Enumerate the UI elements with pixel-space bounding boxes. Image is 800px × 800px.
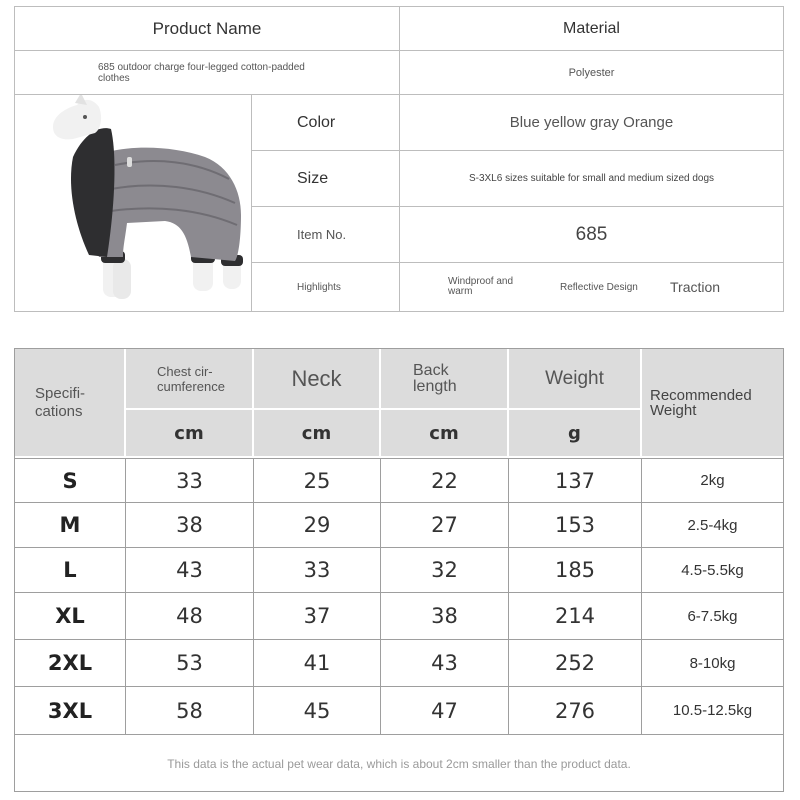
size-value: S-3XL6 sizes suitable for small and medium sized dogs — [400, 151, 783, 207]
color-label: Color — [251, 95, 400, 151]
table-row — [15, 592, 783, 639]
back-length-cell: 22 — [381, 459, 509, 502]
table-row — [15, 639, 783, 686]
back-length-cell: 32 — [381, 548, 509, 592]
header-recommended-weight: Recommended Weight — [642, 349, 783, 458]
table-row — [15, 502, 783, 547]
unit-chest: cm — [126, 410, 254, 458]
size-label: Size — [251, 151, 400, 207]
neck-cell: 29 — [254, 503, 381, 547]
product-info-table — [14, 6, 784, 312]
size-cell: XL — [15, 593, 126, 639]
unit-back-length: cm — [381, 410, 509, 458]
item-no-value: 685 — [400, 207, 783, 263]
material-header: Material — [400, 7, 783, 51]
neck-cell: 33 — [254, 548, 381, 592]
table-row — [15, 547, 783, 592]
chest-cell: 58 — [126, 687, 254, 734]
size-cell: S — [15, 459, 126, 502]
table-row — [15, 686, 783, 734]
back-length-cell: 47 — [381, 687, 509, 734]
header-neck: Neck — [254, 349, 381, 410]
recommended-weight-cell: 6-7.5kg — [687, 607, 738, 625]
recommended-weight-cell: 4.5-5.5kg — [681, 561, 744, 579]
header-weight: Weight — [509, 349, 642, 410]
weight-cell: 276 — [509, 687, 642, 734]
neck-cell: 25 — [254, 459, 381, 502]
neck-cell: 45 — [254, 687, 381, 734]
highlights-value — [400, 263, 783, 312]
back-length-cell: 27 — [381, 503, 509, 547]
size-chart-table — [14, 348, 784, 792]
chest-cell: 33 — [126, 459, 254, 502]
highlight-windproof: Windproof and warm — [448, 276, 514, 297]
weight-cell: 185 — [509, 548, 642, 592]
recommended-weight-cell: 2kg — [700, 472, 725, 489]
recommended-weight-cell: 10.5-12.5kg — [672, 702, 753, 719]
size-cell: 3XL — [15, 687, 126, 734]
size-cell: 2XL — [15, 640, 126, 686]
unit-neck: cm — [254, 410, 381, 458]
highlight-reflective: Reflective Design — [560, 282, 638, 293]
neck-cell: 37 — [254, 593, 381, 639]
footnote: This data is the actual pet wear data, which is about 2cm smaller than the product data. — [15, 734, 783, 792]
weight-cell: 214 — [509, 593, 642, 639]
product-photo — [15, 95, 252, 312]
material-value: Polyester — [400, 51, 783, 95]
unit-weight: g — [509, 410, 642, 458]
chest-cell: 43 — [126, 548, 254, 592]
size-cell: L — [15, 548, 126, 592]
weight-cell: 153 — [509, 503, 642, 547]
neck-cell: 41 — [254, 640, 381, 686]
weight-cell: 137 — [509, 459, 642, 502]
item-no-label: Item No. — [251, 207, 400, 263]
recommended-weight-cell: 8-10kg — [689, 654, 736, 672]
product-name-value: 685 outdoor charge four-legged cotton-padded clothes — [15, 51, 400, 95]
highlights-label: Highlights — [251, 263, 400, 312]
header-chest: Chest cir-cumference — [126, 349, 254, 410]
weight-cell: 252 — [509, 640, 642, 686]
back-length-cell: 38 — [381, 593, 509, 639]
header-back-length: Back length — [381, 349, 509, 410]
back-length-cell: 43 — [381, 640, 509, 686]
chest-cell: 48 — [126, 593, 254, 639]
size-cell: M — [15, 503, 126, 547]
highlight-traction: Traction — [670, 279, 721, 295]
chest-cell: 38 — [126, 503, 254, 547]
recommended-weight-cell: 2.5-4kg — [687, 516, 738, 534]
dog-coat-illustration — [15, 95, 251, 312]
color-value: Blue yellow gray Orange — [400, 95, 783, 151]
header-specifications: Specifi-cations — [15, 349, 126, 458]
product-name-header: Product Name — [15, 7, 400, 51]
table-row — [15, 458, 783, 502]
chest-cell: 53 — [126, 640, 254, 686]
